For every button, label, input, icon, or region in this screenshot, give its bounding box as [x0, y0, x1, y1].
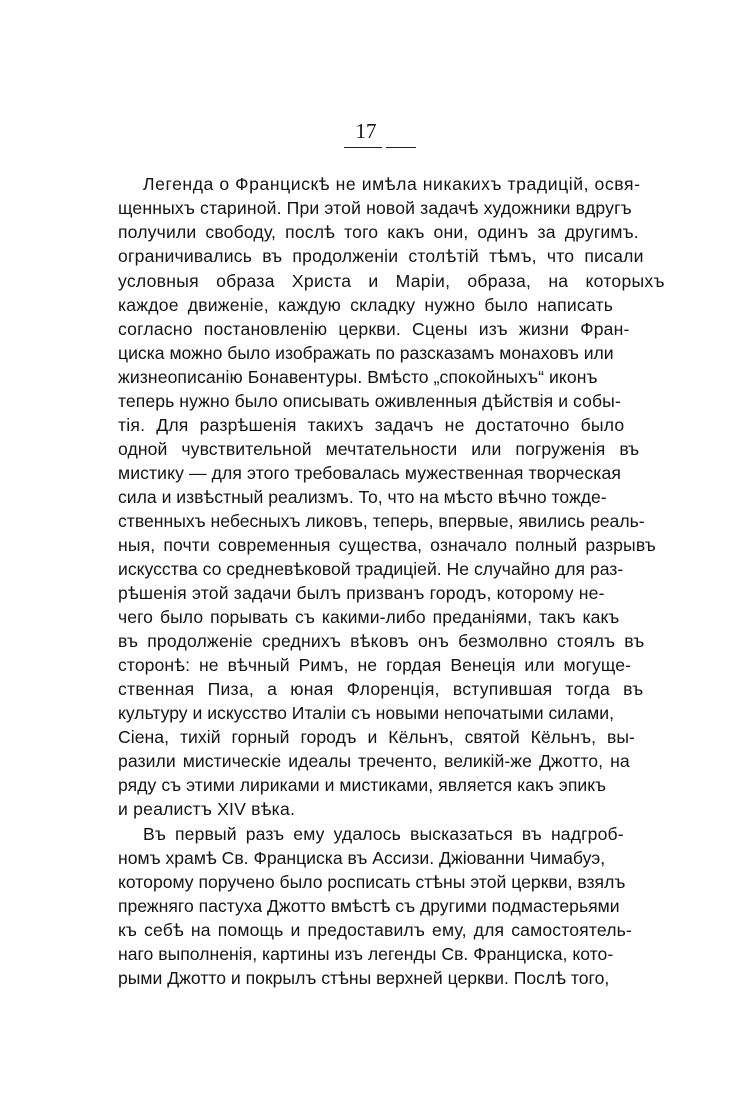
- page-number-underline: [386, 147, 416, 148]
- text-line: сторонѣ: не вѣчный Римъ, не гордая Венеція или могуще-: [118, 655, 632, 675]
- text-line: каждое движеніе, каждую складку нужно было написать: [118, 295, 614, 315]
- text-line: ственныхъ небесныхъ ликовъ, теперь, впервые, явились реаль-: [118, 511, 645, 531]
- text-line: искусства со средневѣковой традиціей. Не случайно для раз-: [118, 559, 624, 579]
- text-line: мистику — для этого требовалась мужественная творческая: [118, 463, 621, 483]
- text-line: щенныхъ стариной. При этой новой задачѣ художники вдругъ: [118, 198, 632, 218]
- text-line: одной чувствительной мечтательности или погруженія въ: [118, 439, 640, 459]
- text-line: наго выполненія, картины изъ легенды Св. Франциска, кото-: [118, 944, 614, 964]
- text-line: тія. Для разрѣшенія такихъ задачъ не достаточно было: [118, 415, 625, 435]
- text-line: ограничивались въ продолженіи столѣтій тѣмъ, что писали: [118, 246, 644, 266]
- text-line: къ себѣ на помощь и предоставилъ ему, для самостоятель-: [118, 920, 632, 940]
- text-line: сила и извѣстный реализмъ. То, что на мѣсто вѣчно тожде-: [118, 487, 607, 507]
- text-line: чего было порывать съ какими-либо преданіями, такъ какъ: [118, 607, 620, 627]
- text-line: теперь нужно было описывать оживленныя дѣйствія и собы-: [118, 391, 621, 411]
- text-line: культуру и искусство Италіи съ новыми непочатыми силами,: [118, 703, 614, 723]
- text-line: ныя, почти современныя существа, означало полный разрывъ: [118, 535, 656, 555]
- text-line: и реалистъ XIV вѣка.: [118, 799, 296, 819]
- text-line: жизнеописанію Бонавентуры. Вмѣсто „спокойныхъ“ иконъ: [118, 367, 598, 387]
- text-line: номъ храмѣ Св. Франциска въ Ассизи. Джіованни Чимабуэ,: [118, 848, 606, 868]
- text-line: Въ первый разъ ему удалось высказаться въ надгроб-: [143, 824, 624, 844]
- text-line: Легенда о Францискѣ не имѣла никакихъ традицій, освя-: [143, 174, 641, 194]
- text-line: прежняго пастуха Джотто вмѣстѣ съ другими подмастерьями: [118, 896, 620, 916]
- text-line: которому поручено было росписать стѣны этой церкви, взялъ: [118, 872, 626, 892]
- text-line: рыми Джотто и покрылъ стѣны верхней церкви. Послѣ того,: [118, 968, 610, 988]
- text-line: Сіена, тихій горный городъ и Кёльнъ, святой Кёльнъ, вы-: [118, 727, 635, 747]
- text-line: разили мистическіе идеалы треченто, великій-же Джотто, на: [118, 751, 630, 771]
- page-number: 17: [355, 119, 377, 143]
- text-line: получили свободу, послѣ того какъ они, одинъ за другимъ.: [118, 222, 639, 242]
- text-line: въ продолженіе среднихъ вѣковъ онъ безмолвно стоялъ въ: [118, 631, 645, 651]
- text-line: согласно постановленію церкви. Сцены изъ жизни Фран-: [118, 319, 630, 339]
- text-line: условныя образа Христа и Маріи, образа, на которыхъ: [118, 271, 665, 291]
- page-number-underline: [344, 147, 382, 148]
- text-line: рѣшенія этой задачи былъ призванъ городъ, которому не-: [118, 583, 605, 603]
- text-line: ственная Пиза, а юная Флоренція, вступившая тогда въ: [118, 679, 644, 699]
- text-line: циска можно было изображать по разсказамъ монаховъ или: [118, 343, 614, 363]
- text-line: ряду съ этими лириками и мистиками, является какъ эпикъ: [118, 775, 607, 795]
